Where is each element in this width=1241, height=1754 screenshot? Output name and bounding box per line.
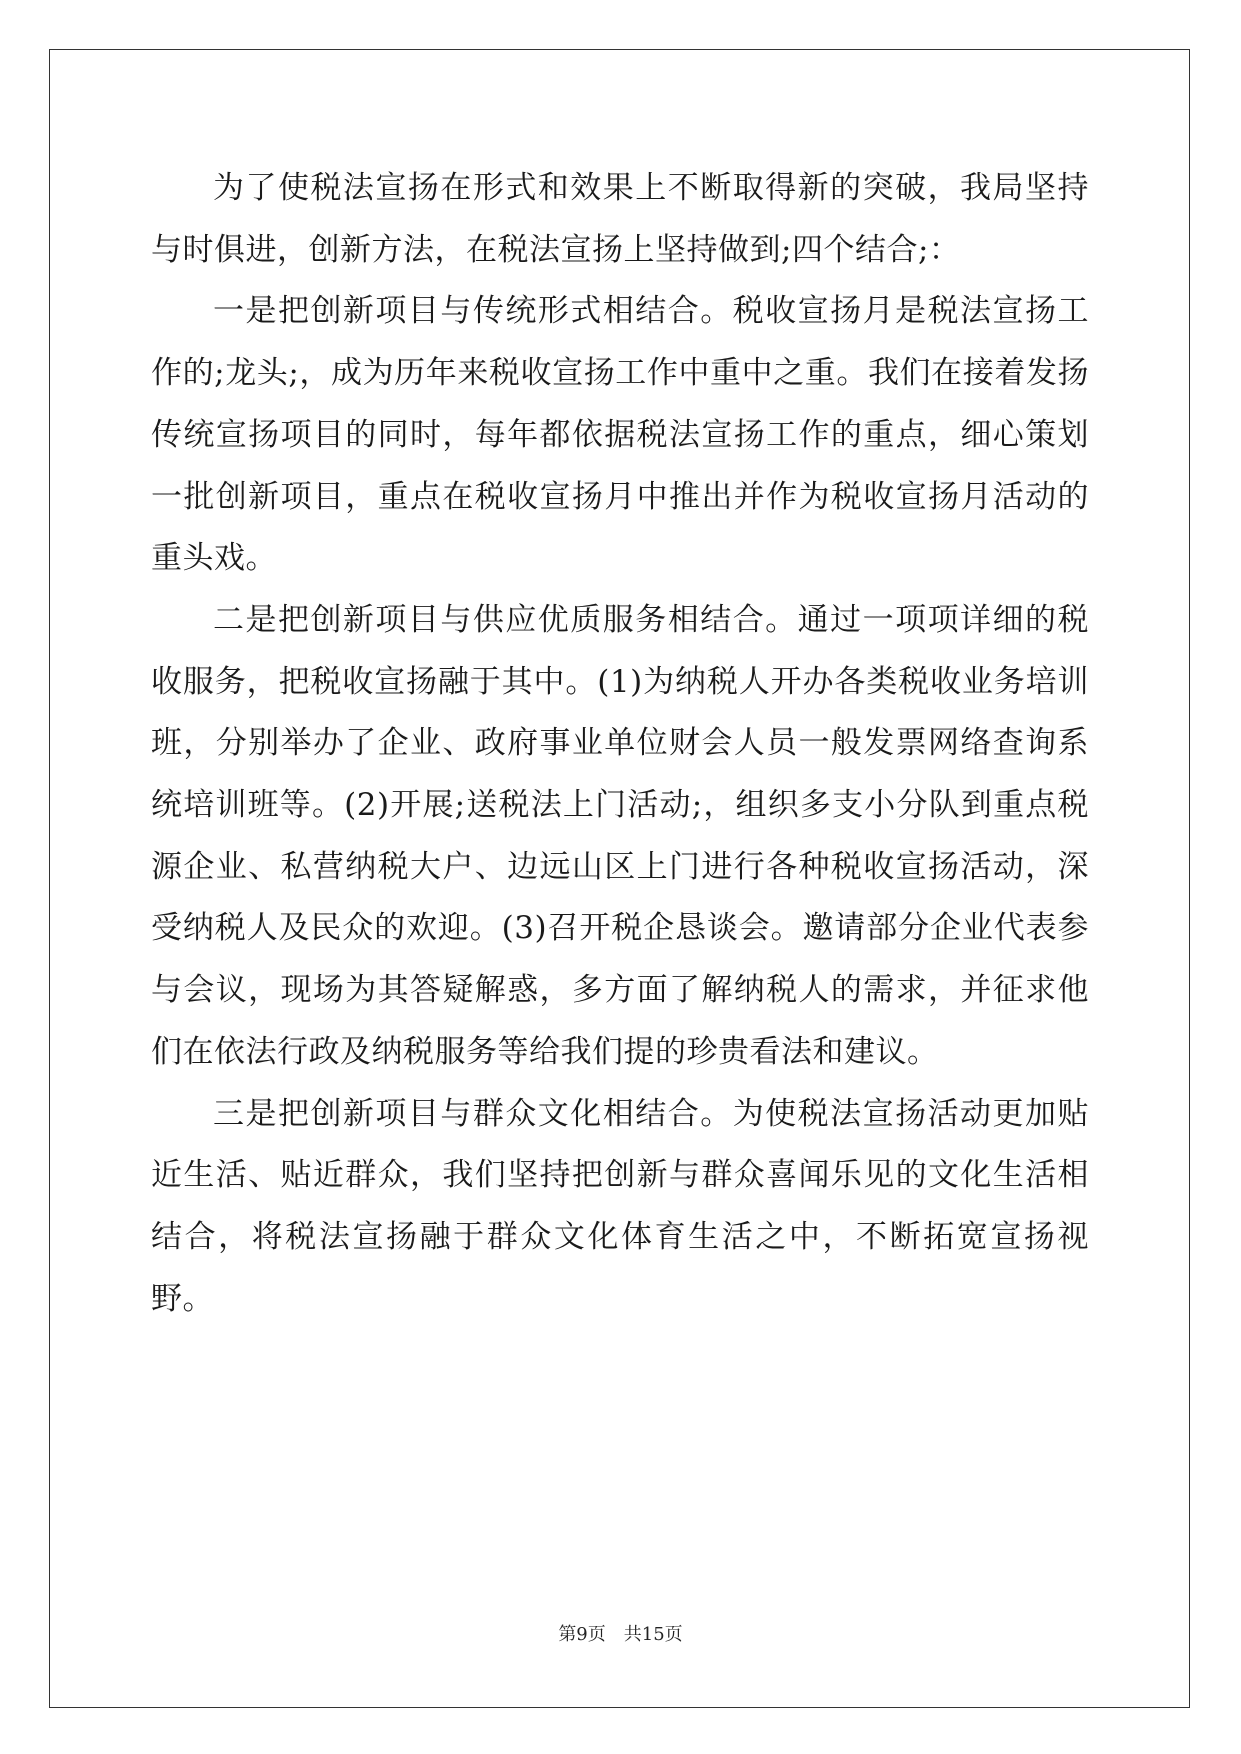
paragraph-point-one: 一是把创新项目与传统形式相结合。税收宣扬月是税法宣扬工作的;龙头;，成为历年来税收宣扬工作中重中之重。我们在接着发扬传统宣扬项目的同时，每年都依据税法宣扬工作的重点，细心策划一批创新项目，重点在税收宣扬月中推出并作为税收宣扬月活动的重头戏。 [151,293,1089,577]
page-number: 第9页 [558,1624,606,1645]
page-footer [0,1620,1241,1646]
paragraph-point-two: 二是把创新项目与供应优质服务相结合。通过一项项详细的税收服务，把税收宣扬融于其中。(1)为纳税人开办各类税收业务培训班，分别举办了企业、政府事业单位财会人员一般发票网络查询系统培训班等。(2)开展;送税法上门活动;，组织多支小分队到重点税源企业、私营纳税大户、边远山区上门进行各种税收宣扬活动，深受纳税人及民众的欢迎。(3)召开税企恳谈会。邀请部分企业代表参与会议，现场为其答疑解惑，多方面了解纳税人的需求，并征求他们在依法行政及纳税服务等给我们提的珍贵看法和建议。 [151,601,1089,1070]
paragraph-point-three: 三是把创新项目与群众文化相结合。为使税法宣扬活动更加贴近生活、贴近群众，我们坚持把创新与群众喜闻乐见的文化生活相结合，将税法宣扬融于群众文化体育生活之中，不断拓宽宣扬视野。 [151,1095,1089,1317]
paragraph-intro: 为了使税法宣扬在形式和效果上不断取得新的突破，我局坚持与时俱进，创新方法，在税法宣扬上坚持做到;四个结合;： [151,170,1089,268]
total-pages: 共15页 [623,1624,683,1645]
document-body [151,158,1089,1330]
